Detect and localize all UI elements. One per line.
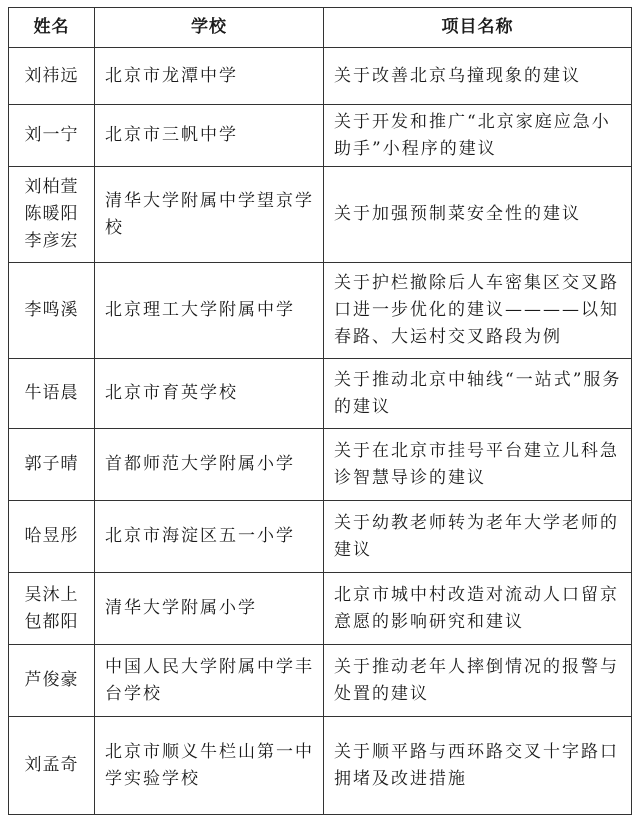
student-name: 陈暖阳 <box>24 204 79 224</box>
school-cell: 首都师范大学附属小学 <box>95 429 324 501</box>
project-cell: 关于加强预制菜安全性的建议 <box>324 167 632 263</box>
student-name: 芦俊豪 <box>24 670 79 690</box>
student-name: 刘柏萱 <box>24 177 79 197</box>
student-name: 刘祎远 <box>24 65 79 86</box>
project-cell: 关于改善北京乌撞现象的建议 <box>324 48 632 105</box>
school-cell: 清华大学附属中学望京学校 <box>95 167 324 263</box>
student-name: 包都阳 <box>24 611 79 632</box>
student-name: 李彦宏 <box>24 231 79 251</box>
student-name: 刘孟奇 <box>24 755 79 775</box>
table-row <box>9 167 632 263</box>
school-cell: 北京市海淀区五一小学 <box>95 501 324 573</box>
project-table <box>8 7 632 815</box>
table-row <box>9 645 632 717</box>
project-cell: 北京市城中村改造对流动人口留京意愿的影响研究和建议 <box>324 573 632 645</box>
project-cell: 关于在北京市挂号平台建立儿科急诊智慧导诊的建议 <box>324 429 632 501</box>
student-name: 牛语晨 <box>24 383 79 403</box>
header-name: 姓名 <box>9 8 95 48</box>
project-cell: 关于幼教老师转为老年大学老师的建议 <box>324 501 632 573</box>
student-names <box>9 359 95 429</box>
table-row <box>9 573 632 645</box>
school-cell: 清华大学附属小学 <box>95 573 324 645</box>
student-names <box>9 429 95 501</box>
table-row <box>9 717 632 815</box>
student-name: 哈昱彤 <box>24 526 79 546</box>
project-cell: 关于推动北京中轴线“一站式”服务的建议 <box>324 359 632 429</box>
student-names <box>9 645 95 717</box>
school-cell: 北京市育英学校 <box>95 359 324 429</box>
student-names <box>9 501 95 573</box>
student-name: 吴沐上 <box>24 584 79 605</box>
header-school: 学校 <box>95 8 324 48</box>
header-row <box>9 8 632 48</box>
school-cell: 北京市龙潭中学 <box>95 48 324 105</box>
student-name: 郭子晴 <box>24 454 79 474</box>
table-row <box>9 429 632 501</box>
header-project: 项目名称 <box>324 8 632 48</box>
project-cell: 关于护栏撤除后人车密集区交叉路口进一步优化的建议————以知春路、大运村交叉路段为例 <box>324 263 632 359</box>
project-cell: 关于开发和推广“北京家庭应急小助手”小程序的建议 <box>324 105 632 167</box>
school-cell: 北京理工大学附属中学 <box>95 263 324 359</box>
student-name: 李鸣溪 <box>24 300 79 320</box>
table-row <box>9 48 632 105</box>
project-cell: 关于推动老年人摔倒情况的报警与处置的建议 <box>324 645 632 717</box>
student-names <box>9 167 95 263</box>
student-names <box>9 573 95 645</box>
student-names <box>9 717 95 815</box>
student-name: 刘一宁 <box>24 125 79 145</box>
project-cell: 关于顺平路与西环路交叉十字路口拥堵及改进措施 <box>324 717 632 815</box>
school-cell: 北京市顺义牛栏山第一中学实验学校 <box>95 717 324 815</box>
table-row <box>9 105 632 167</box>
table-row <box>9 359 632 429</box>
table-row <box>9 263 632 359</box>
student-names <box>9 105 95 167</box>
student-names <box>9 48 95 105</box>
school-cell: 北京市三帆中学 <box>95 105 324 167</box>
student-names <box>9 263 95 359</box>
table-row <box>9 501 632 573</box>
school-cell: 中国人民大学附属中学丰台学校 <box>95 645 324 717</box>
